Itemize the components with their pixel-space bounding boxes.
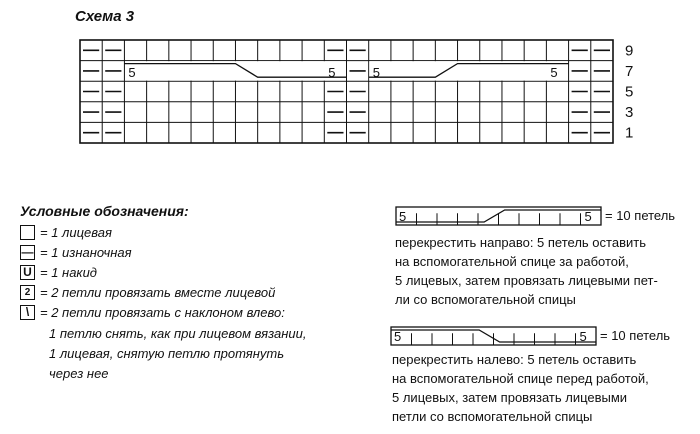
cross-left-line: 5 лицевых, затем провязать лицевыми	[392, 390, 628, 405]
cable-count-label: 5	[328, 65, 336, 81]
knitting-chart	[0, 0, 700, 160]
yarn-over-symbol: U	[20, 265, 35, 280]
row-number: 5	[625, 83, 634, 101]
legend-item-text: = 1 изнаночная	[40, 244, 132, 260]
legend-continuation-line: 1 лицевая, снятую петлю протянуть	[49, 346, 285, 361]
legend-item-yarn-over	[20, 263, 97, 281]
cross-left-line: петли со вспомогательной спицы	[392, 409, 593, 424]
legend-continuation-line: 1 петлю снять, как при лицевом вязании,	[49, 326, 307, 341]
legend-item-text: = 1 накид	[40, 264, 97, 280]
cross-left-suffix: = 10 петель	[600, 328, 671, 343]
legend-item-text: = 2 петли провязать с наклоном влево:	[40, 304, 285, 320]
row-number: 1	[625, 124, 634, 142]
row-number: 3	[625, 104, 634, 122]
cable-cross-left-symbol	[390, 325, 600, 347]
cable-count-label: 5	[550, 65, 558, 81]
legend-continuation-line: через нее	[49, 366, 109, 381]
cable-cross-right-symbol	[395, 205, 605, 227]
strip-label-left: 5	[399, 209, 407, 224]
legend-item-knit	[20, 223, 112, 241]
legend-item-text: = 2 петли провязать вместе лицевой	[40, 284, 276, 300]
purl-stitch-symbol: —	[21, 244, 34, 259]
cross-right-line: на вспомогательной спице за работой,	[395, 254, 629, 269]
row-number: 9	[625, 42, 634, 60]
k2tog-symbol: 2	[20, 285, 35, 300]
cross-right-line: ли со вспомогательной спицы	[395, 292, 576, 307]
chart-grid	[80, 40, 613, 143]
strip-label-left: 5	[394, 329, 402, 344]
legend-item-k2tog	[20, 283, 275, 301]
cable-count-label: 5	[128, 65, 136, 81]
strip-label-right: 5	[579, 329, 587, 344]
legend-title: Условные обозначения:	[20, 203, 189, 219]
cross-left-line: перекрестить налево: 5 петель оставить	[392, 352, 637, 367]
strip-label-right: 5	[584, 209, 592, 224]
scheme-title: Схема 3	[75, 8, 135, 25]
legend-item-purl	[20, 243, 132, 261]
cable-count-label: 5	[372, 65, 380, 81]
ssk-symbol: \	[20, 305, 35, 320]
cross-right-suffix: = 10 петель	[605, 208, 676, 223]
cross-left-line: на вспомогательной спице перед работой,	[392, 371, 649, 386]
cross-right-line: 5 лицевых, затем провязать лицевыми пет-	[395, 273, 658, 288]
legend-item-text: = 1 лицевая	[40, 224, 112, 240]
cross-right-line: перекрестить направо: 5 петель оставить	[395, 235, 646, 250]
legend-item-ssk	[20, 303, 285, 321]
row-number: 7	[625, 62, 634, 80]
knit-stitch-symbol	[20, 225, 35, 240]
